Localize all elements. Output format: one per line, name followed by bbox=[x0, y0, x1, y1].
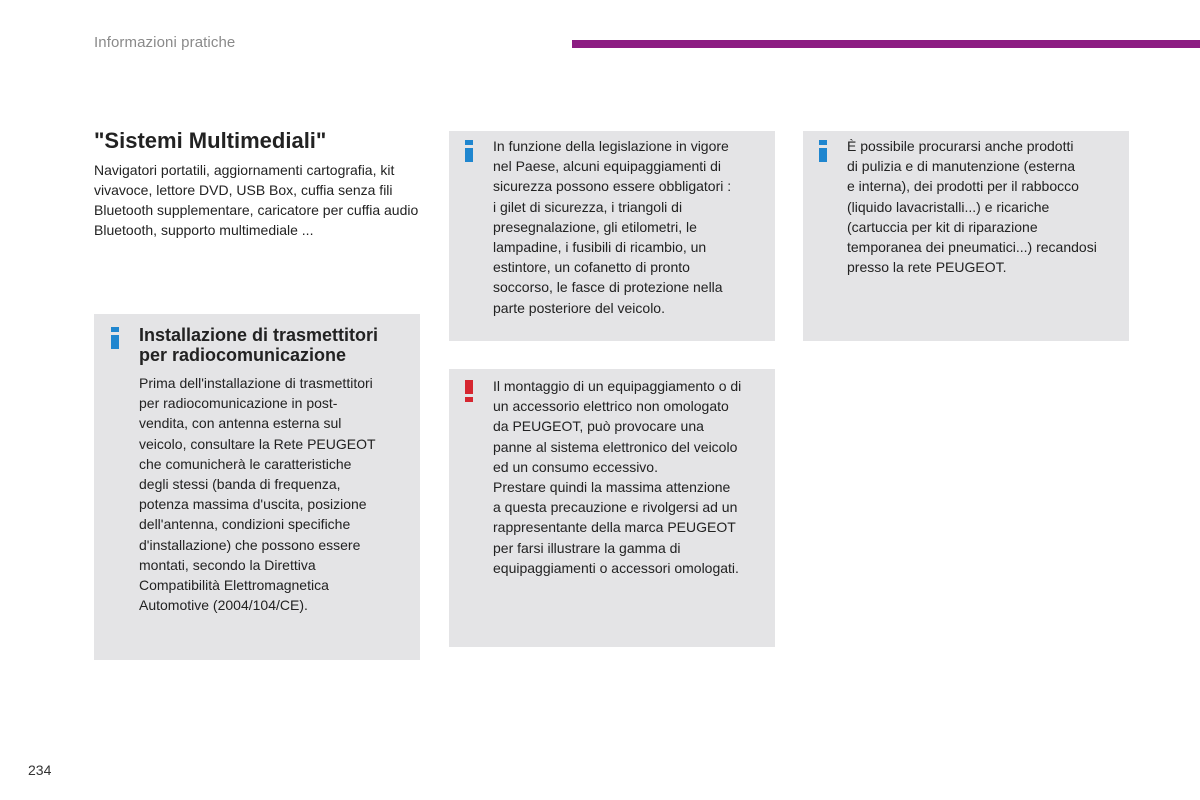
info-icon-dot bbox=[819, 140, 827, 145]
warning-icon-dot bbox=[465, 397, 473, 402]
intro-paragraph: Navigatori portatili, aggiornamenti cartografia, kit vivavoce, lettore DVD, USB Box, cuffia senza fili Bluetooth supplementare, caricatore per cuffia audio Bluetooth, supporto multimediale ... bbox=[94, 162, 419, 238]
box-text-products: È possibile procurarsi anche prodotti di pulizia e di manutenzione (esterna e interna), dei prodotti per il rabbocco (liquido lavacristalli...) e ricariche (cartuccia per kit di riparazione temporanea dei pneumatici...) recandosi presso la rete PEUGEOT. bbox=[847, 138, 1097, 276]
page-title: "Sistemi Multimediali" bbox=[94, 128, 327, 153]
info-icon-stem bbox=[111, 335, 119, 349]
box-text-warning: Il montaggio di un equipaggiamento o di un accessorio elettrico non omologato da PEUGEOT, può provocare una panne al sistema elettronico del veicolo ed un consumo eccessivo. Prestare quindi la massima attenzione a questa precauzione e rivolgersi ad un rappresentante della marca PEUGEOT per farsi illustrare la gamma di equipaggiamenti o accessori omologati. bbox=[493, 378, 742, 576]
info-icon-dot bbox=[465, 140, 473, 145]
warning-icon-stem bbox=[465, 380, 473, 394]
info-icon-stem bbox=[465, 148, 473, 162]
warning-icon bbox=[465, 380, 473, 402]
box-heading-radio: Installazione di trasmettitori per radiocomunicazione bbox=[139, 325, 379, 365]
box-text-safety: In funzione della legislazione in vigore nel Paese, alcuni equipaggiamenti di sicurezza possono essere obbligatori : i gilet di sicurezza, i triangoli di presegnalazione, gli etilometri, le lampadine, i fusibili di ricambio, un estintore, un cofanetto di pronto soccorso, le fasce di protezione nella parte posteriore del veicolo. bbox=[493, 138, 732, 316]
info-icon-dot bbox=[111, 327, 119, 332]
info-icon bbox=[465, 140, 473, 162]
box-text-radio: Prima dell'installazione di trasmettitori per radiocomunicazione in post- vendita, con antenna esterna sul veicolo, consultare la Rete PEUGEOT che comunicherà le caratteristiche degli stessi (banda di frequenza, potenza massima d'uscita, posizione dell'antenna, condizioni specifiche d'installazione) che possono essere montati, secondo la Direttiva Compatibilità Elettromagnetica Automotive (2004/104/CE). bbox=[139, 375, 376, 614]
page-number: 234 bbox=[28, 762, 52, 778]
info-icon bbox=[111, 327, 119, 349]
info-icon bbox=[819, 140, 827, 162]
info-icon-stem bbox=[819, 148, 827, 162]
header-accent-bar bbox=[572, 40, 1200, 48]
section-header: Informazioni pratiche bbox=[94, 34, 236, 51]
